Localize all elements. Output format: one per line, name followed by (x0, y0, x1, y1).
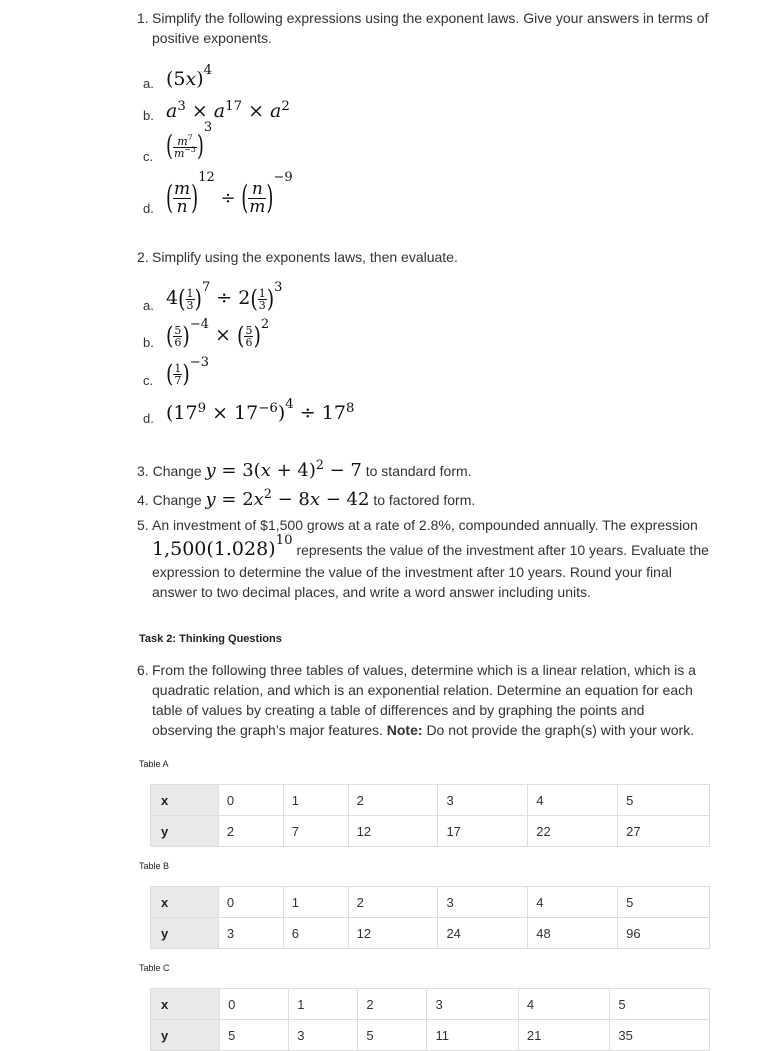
table-row (151, 1020, 710, 1051)
question-text: observing the graph’s major features. (152, 722, 383, 738)
question-text: to factored form. (373, 492, 476, 508)
table-cell: 21 (518, 1020, 609, 1051)
question-text: answer to two decimal places, and write a word answer including units. (152, 584, 591, 600)
math-expression: $(5x)^4$ (166, 62, 213, 90)
table-cell: 4 (528, 887, 618, 918)
math-expression: ( $\frac{m^7}{m^{-3}}$ )$^3$ (166, 119, 213, 163)
table-header-cell: x (151, 887, 219, 918)
question-line (152, 722, 694, 738)
table-cell: 12 (348, 918, 438, 949)
question-text: quadratic relation, and which is an exponential relation. Determine an equation for each (152, 682, 693, 698)
table-cell: 2 (348, 887, 438, 918)
table-cell: 3 (438, 785, 528, 816)
table-cell: 17 (438, 816, 528, 847)
question-3 (137, 457, 472, 481)
table-label: Table B (139, 861, 170, 871)
table-cell: 2 (348, 785, 438, 816)
table-cell: 96 (618, 918, 710, 949)
question-number: 4. (137, 492, 149, 508)
part-label: c. (143, 149, 154, 164)
question-line (152, 532, 709, 560)
question-text: to standard form. (365, 463, 472, 479)
table-cell: 3 (218, 918, 283, 949)
table-c (150, 988, 710, 1051)
question-text: From the following three tables of values, determine which is a linear relation, which is a (152, 662, 696, 678)
table-cell: 11 (427, 1020, 518, 1051)
table-label: Table A (139, 759, 169, 769)
table-row (151, 989, 710, 1020)
question-text: An investment of $1,500 grows at a rate of 2.8%, compounded annually. The expression (152, 517, 698, 533)
table-header-cell: x (151, 785, 219, 816)
math-expression: $y = 2x^2 - 8x - 42$ (205, 486, 370, 510)
table-cell: 2 (218, 816, 283, 847)
table-header-cell: y (151, 1020, 220, 1051)
table-cell: 48 (528, 918, 618, 949)
note-label: Note: (386, 722, 423, 738)
math-expression: ( $\frac{m}{n}$ )$^{12}$ ÷ ( $\frac{n}{m}$ )$^{-9}$ (166, 169, 293, 218)
math-expression: $(17^9 \times 17^{-6})^4 \div 17^8$ (166, 396, 355, 424)
table-header-cell: x (151, 989, 220, 1020)
question-4 (137, 486, 476, 510)
table-cell: 1 (289, 989, 358, 1020)
part-label: d. (143, 411, 154, 426)
table-cell: 5 (610, 989, 710, 1020)
table-cell: 0 (220, 989, 289, 1020)
table-cell: 22 (528, 816, 618, 847)
table-cell: 1 (283, 785, 348, 816)
math-expression: ( $\frac{1}{7}$ )$^{-3}$ (166, 354, 210, 389)
table-cell: 7 (283, 816, 348, 847)
table-cell: 5 (358, 1020, 427, 1051)
table-label: Table C (139, 963, 170, 973)
table-row (151, 785, 710, 816)
question-text: represents the value of the investment after 10 years. Evaluate the (296, 542, 709, 558)
table-cell: 3 (438, 887, 528, 918)
table-cell: 12 (348, 816, 438, 847)
question-number: 2. (137, 249, 149, 265)
question-number: 3. (137, 463, 149, 479)
table-header-cell: y (151, 918, 219, 949)
math-expression: $a^3 \times a^{17} \times a^2$ (166, 98, 290, 122)
math-expression: $1,500(1.028)^{10}$ (152, 532, 293, 560)
table-cell: 24 (438, 918, 528, 949)
table-cell: 0 (218, 887, 283, 918)
math-expression: ( $\frac{5}{6}$ )$^{-4}$ × ( $\frac{5}{6}$ )$^2$ (166, 316, 270, 351)
table-row (151, 816, 710, 847)
table-a (150, 784, 710, 847)
part-label: a. (143, 76, 154, 91)
table-cell: 0 (218, 785, 283, 816)
question-text: Change (152, 463, 202, 479)
table-cell: 6 (283, 918, 348, 949)
question-text: expression to determine the value of the investment after 10 years. Round your final (152, 564, 672, 580)
table-cell: 5 (618, 785, 710, 816)
math-expression: 4( $\frac{1}{3}$ )$^7$ ÷ 2( $\frac{1}{3}$ )$^3$ (166, 279, 283, 314)
table-cell: 3 (289, 1020, 358, 1051)
table-cell: 35 (610, 1020, 710, 1051)
math-expression: $y = 3(x + 4)^2 - 7$ (205, 457, 362, 481)
question-number: 1. (137, 10, 149, 26)
question-number: 5. (137, 517, 149, 533)
table-cell: 5 (618, 887, 710, 918)
part-label: d. (143, 201, 154, 216)
part-label: b. (143, 108, 154, 123)
table-cell: 4 (518, 989, 609, 1020)
table-cell: 4 (528, 785, 618, 816)
table-cell: 2 (358, 989, 427, 1020)
section-heading: Task 2: Thinking Questions (139, 633, 282, 645)
question-text: Simplify the following expressions using the exponent laws. Give your answers in terms of positive exponents. (152, 10, 709, 46)
table-cell: 5 (220, 1020, 289, 1051)
question-number: 6. (137, 662, 149, 678)
table-cell: 27 (618, 816, 710, 847)
question-text: Simplify using the exponents laws, then evaluate. (152, 249, 458, 265)
part-label: b. (143, 335, 154, 350)
table-cell: 1 (283, 887, 348, 918)
table-row (151, 918, 710, 949)
question-text: table of values by creating a table of differences and by graphing the points and (152, 702, 645, 718)
question-text: Change (152, 492, 202, 508)
part-label: c. (143, 373, 154, 388)
table-row (151, 887, 710, 918)
table-b (150, 886, 710, 949)
table-header-cell: y (151, 816, 219, 847)
question-text: Do not provide the graph(s) with your work. (426, 722, 695, 738)
part-label: a. (143, 298, 154, 313)
table-cell: 3 (427, 989, 518, 1020)
